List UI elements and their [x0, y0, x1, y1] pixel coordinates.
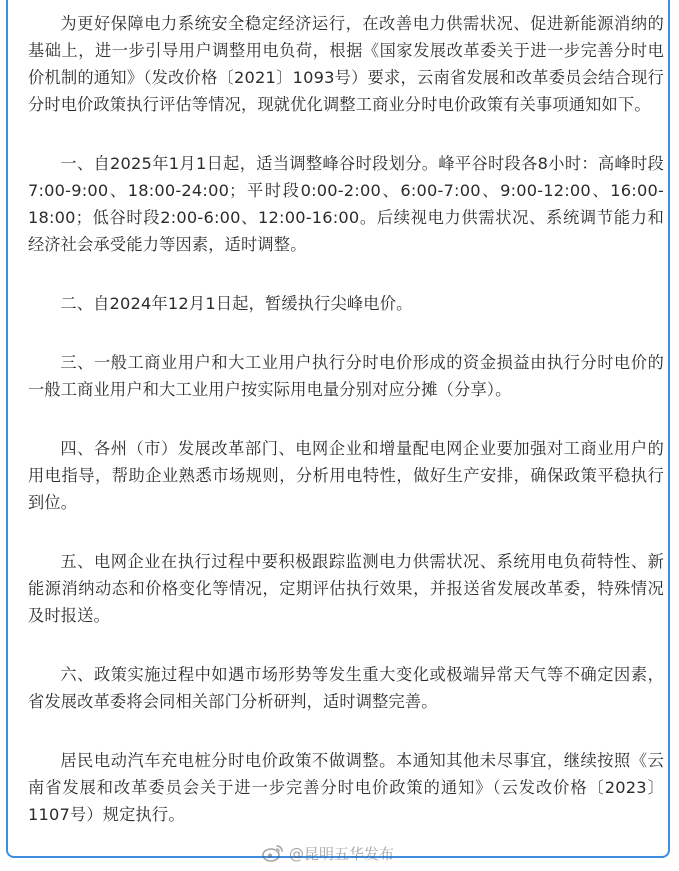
item-5-paragraph: 五、电网企业在执行过程中要积极跟踪监测电力供需状况、系统用电负荷特性、新能源消纳动态和价格变化等情况，定期评估执行效果，并报送省发展改革委，特殊情况及时报送。: [28, 552, 664, 625]
intro-paragraph: 为更好保障电力系统安全稳定经济运行，在改善电力供需状况、促进新能源消纳的基础上，进一步引导用户调整用电负荷，根据《国家发展改革委关于进一步完善分时电价机制的通知》（发改价格〔2021〕1093号）要求，云南省发展和改革委员会结合现行分时电价政策执行评估等情况，现就优化调整工商业分时电价政策有关事项通知如下。: [28, 14, 664, 114]
notice-frame: [6, 0, 670, 858]
watermark-text: @昆明五华发布: [289, 844, 395, 863]
item-3-paragraph: 三、一般工商业用户和大工业用户执行分时电价形成的资金损益由执行分时电价的一般工商业用户和大工业用户按实际用电量分别对应分摊（分享）。: [28, 353, 664, 399]
notice-body: [28, 10, 664, 828]
item-4-paragraph: 四、各州（市）发展改革部门、电网企业和增量配电网企业要加强对工商业用户的用电指导，帮助企业熟悉市场规则，分析用电特性，做好生产安排，确保政策平稳执行到位。: [28, 439, 664, 512]
item-2-paragraph: 二、自2024年12月1日起，暂缓执行尖峰电价。: [60, 294, 413, 313]
item-6-paragraph: 六、政策实施过程中如遇市场形势等发生重大变化或极端异常天气等不确定因素，省发展改革委将会同相关部门分析研判，适时调整完善。: [28, 665, 664, 711]
item-1-paragraph: 一、自2025年1月1日起，适当调整峰谷时段划分。峰平谷时段各8小时：高峰时段7:00-9:00、18:00-24:00；平时段0:00-2:00、6:00-7:00、9:00-12:00、16:00-18:00；低谷时段2:00-6:00、12:00-16:00。后续视电力供需状况、系统调节能力和经济社会承受能力等因素，适时调整。: [28, 154, 664, 254]
closing-paragraph: 居民电动汽车充电桩分时电价政策不做调整。本通知其他未尽事宜，继续按照《云南省发展和改革委员会关于进一步完善分时电价政策的通知》（云发改价格〔2023〕1107号）规定执行。: [28, 751, 664, 824]
